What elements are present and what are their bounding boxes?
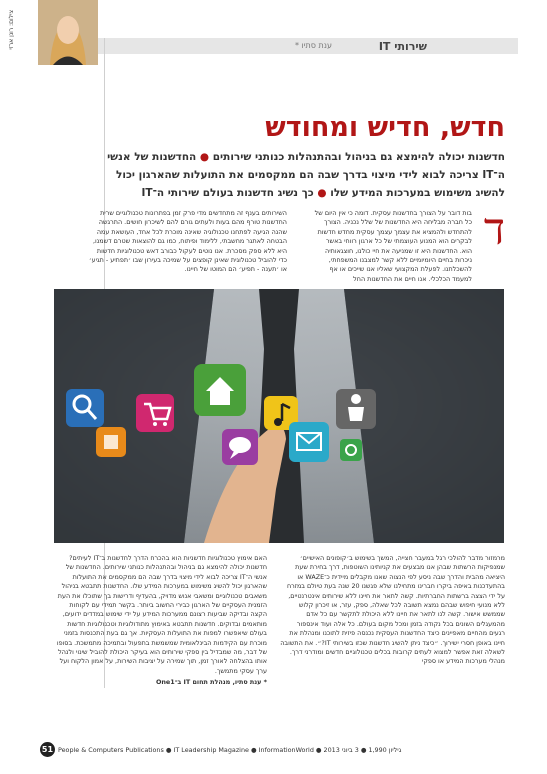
page-number: 51 — [40, 742, 55, 757]
phone-icon — [340, 439, 362, 461]
cart-icon — [136, 394, 174, 432]
article-photo — [54, 289, 504, 543]
photo-credit-vertical: צילום: רונן ארזי — [8, 10, 15, 50]
drop-cap: ד — [483, 204, 505, 255]
subtitle-part-1: חדשנות יכולה להימצא גם בניהול ובהתנהלות כנותני שירותים — [212, 151, 505, 163]
person-icon — [336, 389, 376, 429]
body-column-left-bottom — [53, 554, 267, 688]
bullet-dot: ● — [313, 187, 327, 199]
footer-publications: People & Computers Publications ● IT Leadership Magazine ● InformationWorld ● 2013 גיליון 1,990 ● 3 ביוני — [58, 746, 402, 754]
header-bar — [40, 38, 518, 54]
subtitle-part-2: החדשנות של אנשי ה־IT צריכה לבוא לידי מיצוי בדרך שבה הם ממקסמים את התועלות שהארגון יכול להשיג משימוש במערכות המידע שלו — [107, 151, 505, 199]
home-icon — [194, 364, 246, 416]
subtitle-part-3: כך נשיג חדשנות בעולם שירותי ה־IT — [141, 187, 314, 199]
bullet-dot: ● — [196, 151, 210, 163]
article-headline: חדש, חדיש ומחודש — [265, 112, 505, 143]
author-photo — [38, 0, 98, 65]
body-column-right-bottom: מרמזור מדבר להולכי רגל במעבר חצייה, המשך בשימוש ב׳קופונים האישיים׳ שמנפיקות הרשתות שבהן אנו מבצעים את קניותינו השוטפות, דרך בחירת שעת היציאה מהבית והדרך שבה ניסע לפי הנצוה שאנו מקבלים מיידית כ־WAZE או בהתעדכנות באיפה ביקרו חברינו מתחילנו שלא פגשנו 20 שנה בעת טיולם במזרח על ידי הצצה ברשתות החברתיות. קשה לתאר את חיינו ללא שירותים אינטרנטיים, ללא מנועי חיפוש שבהם נמצא תשובה לכל שאלה, ספק, עזר, או זיכרון קלוש שממשש אישור. קשה לנו לתאר את חיינו ללא היכולת לתקשר עם כל אדם מהמעגלים השונים בכל נקודה בזמן ומכל מקום בעולם. כל אלה ועוד אינספור רגעים מהחיים מאפיינים כיצד החדשנות העסקית נכנסה פיזית לתוכנו ומנהלת את חיינו באופן חסרי ישירוך. ״כיצד ניתן להשיג חדשנות שכזו בשירותי IT?״. את התשובה לשאלה זאת אפשר למצוא לעתים קרובות בכלים טכנולוגיים חדשים ומודרני דרך. מנהלי מערכות המידע או ספקי — [280, 554, 505, 666]
mail-icon — [289, 422, 329, 462]
body-column-right-top: בות דובר על הצורך בחדשנות עסקית. דומה כי אין היום של כל חברה מבליחה היא החדשנות של שלל נכניה. הצורך להתחדש ולהמציא את עצמך עצמך עסקית מחדש חדשות לבקרים הוא המנוע העוצמתי של כל ארגון רווחי באשר הוא. החדשנות היא זו שמניעה את חיי כולנו, חוצגאותיה ניכרות בחיים היומיומיים ללא קשר למצבנו המשפחתי, להשכלתנו. לפעלת המקצועי שאליו אנו שייכים או אף למעמד הכלכלי. אנו חיים את החדשנות החל — [314, 209, 472, 283]
body-column-left-top: השירותים בענף זה מתחדשים מדי פרק זמן בפתרונות טכנולוגיים שרית החדשנות טורף מהם בעות ולעתים גורם להם לשיכרון חושים. התרגשה שהנה הגיעה לפתחנו טכנולוגיה שאינה מוכרת לכל אחד, העושאת עמה הבטחה לאתגר מחשבתי, ללימוד ופיתוח, כמו גם להוצאות שטרם דשמנו, היא ללא ספק מסכרת. אנו נוטים לעקול כבורב דאש טכנולוגיות חדשות כדי להוביל טכנולוגית שאינן קופצים על שמיכה בעירון שבו ׳תפתיע - תגיע׳ או ׳תענה - תפיע׳ הם המוטו של חיינו. — [88, 209, 287, 274]
section-title: שירותי IT — [378, 40, 427, 53]
box-icon — [96, 427, 126, 457]
header-author: ענת סתיו * — [295, 41, 332, 50]
body-text: האם אימוץ טכנולוגיות חדשניות הוא בהכרח הדרך לחדשנות ב־IT לעיתים? חדשנות יכולה להימצא גם בניהול ובהתנהלות כנותני שירותים. החדשנות של אנשי ה־IT צריכה לבוא לידי מיצוי בדרך שבה הם ממקסמים את התועלות שהארגון יכול להשיג משימוש במערכות המידע שלו. החדשנות תתבטא בניהול משאבים טכנולוגיים ומשאבי אנוש מדויק, בהעדיף ודרישות בך שתוכלו את העת הזמנית העסקיים של הארגון כבירי החשוב ביותר. בקשר תמידי עם לקוחות הקצה ובדיקה שביעות רצונם ממערכות המידע על ידי שימוש במדדים ידועים, מותאמים ובדוקים. חדשנות תתבטא באימוץ מתודולוגיות וטכנולוגיות חדשות בעולם שיאפשרו למפות את התועלות העסקיות. אך גם בעת התכנסות בזמני מוכרת עם הקידמות הבינלאומית שמשמשת בתפעול ובתמיכה מתמשכת. בסופו של דבר, מה שמבדיל בין ספקי שירותים הוא בעיקר היכולת להוביל שינוי ולנהל אותו בהצלחה לאורך זמן, תוך שמירה על יציבות השירות, על אמון הלקוח ועל ערך עסקי מתמשך. — [56, 554, 267, 675]
article-subtitle — [85, 148, 505, 202]
author-note — [53, 678, 267, 687]
author-note-text: * ענת סתיו, מנהלת תחום IT ב־One1 — [155, 678, 267, 687]
chat-icon — [222, 429, 258, 465]
search-icon — [66, 389, 104, 427]
